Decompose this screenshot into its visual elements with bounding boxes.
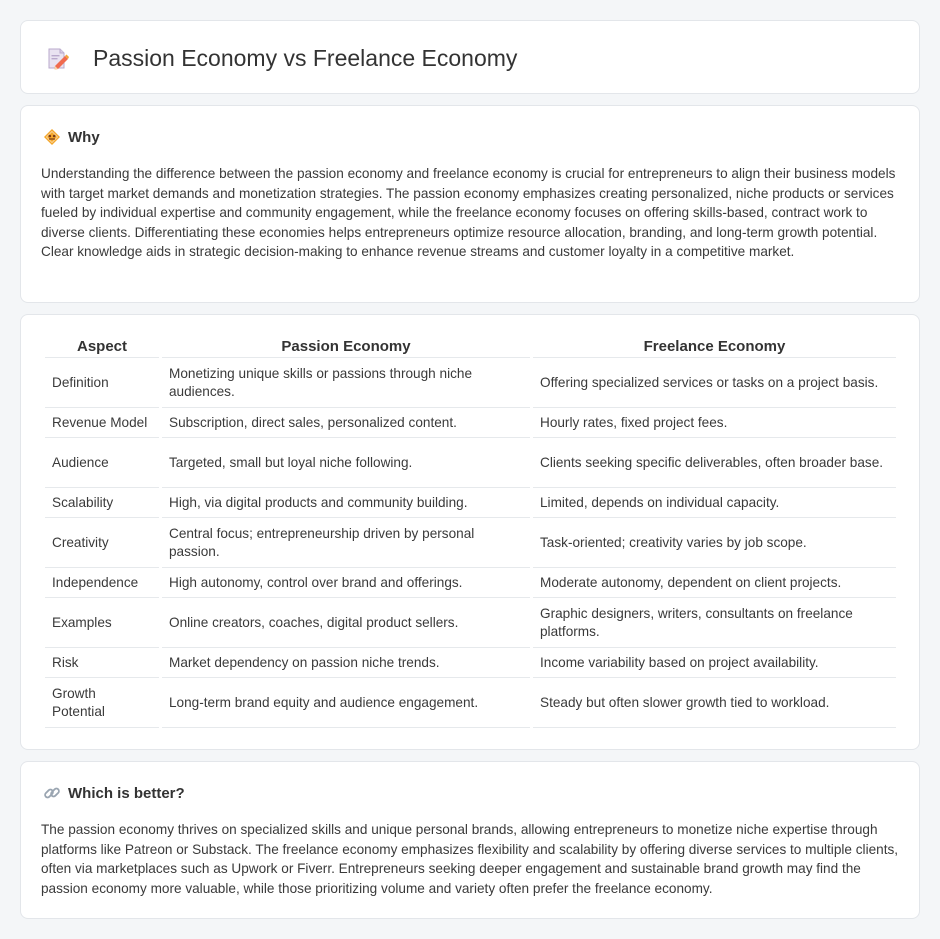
table-row xyxy=(45,598,896,648)
aspect-cell: Audience xyxy=(45,438,159,488)
which-is-better-section xyxy=(20,761,920,919)
freelance-cell: Graphic designers, writers, consultants on freelance platforms. xyxy=(533,598,896,648)
aspect-cell: Definition xyxy=(45,358,159,408)
aspect-cell: Revenue Model xyxy=(45,408,159,438)
better-heading xyxy=(43,782,185,804)
passion-cell: Market dependency on passion niche trends. xyxy=(162,648,530,678)
why-heading xyxy=(43,126,100,148)
freelance-cell: Moderate autonomy, dependent on client projects. xyxy=(533,568,896,598)
passion-cell: High, via digital products and community building. xyxy=(162,488,530,518)
passion-cell: Central focus; entrepreneurship driven by personal passion. xyxy=(162,518,530,568)
table-row xyxy=(45,678,896,728)
freelance-cell: Offering specialized services or tasks on a project basis. xyxy=(533,358,896,408)
freelance-cell: Limited, depends on individual capacity. xyxy=(533,488,896,518)
aspect-cell: Risk xyxy=(45,648,159,678)
passion-cell: Online creators, coaches, digital product sellers. xyxy=(162,598,530,648)
table-row xyxy=(45,648,896,678)
table-header-row xyxy=(45,335,896,358)
why-text: Understanding the difference between the passion economy and freelance economy is crucial for entrepreneurs to align their business models with target market demands and monetization strategies. The passion economy emphasizes creating personalized, niche products or services fueled by individual expertise and community engagement, while the freelance economy focuses on offering skills-based, contract work to diverse clients. Differentiating these economies helps entrepreneurs optimize resource allocation, branding, and long-term growth potential. Clear knowledge aids in strategic decision-making to enhance revenue streams and customer loyalty in a competitive market. xyxy=(41,166,896,259)
freelance-cell: Clients seeking specific deliverables, often broader base. xyxy=(533,438,896,488)
aspect-cell: Growth Potential xyxy=(45,678,159,728)
why-section xyxy=(20,105,920,303)
header-card xyxy=(20,20,920,94)
page-title: Passion Economy vs Freelance Economy xyxy=(93,45,518,71)
header-freelance-economy: Freelance Economy xyxy=(533,335,896,358)
freelance-cell: Task-oriented; creativity varies by job scope. xyxy=(533,518,896,568)
table-row xyxy=(45,568,896,598)
freelance-cell: Steady but often slower growth tied to workload. xyxy=(533,678,896,728)
better-title: Which is better? xyxy=(68,784,185,802)
table-row xyxy=(45,438,896,488)
diamond-sign-icon xyxy=(43,128,61,146)
why-title: Why xyxy=(68,128,100,146)
better-text: The passion economy thrives on specialized skills and unique personal brands, allowing entrepreneurs to monetize niche expertise through platforms like Patreon or Substack. The freelance economy emphasizes flexibility and scalability by offering diverse services to multiple clients, often via marketplaces such as Upwork or Fiverr. Entrepreneurs seeking deeper engagement and sustainable brand growth may find the passion economy more valuable, while those prioritizing volume and variety often prefer the freelance economy. xyxy=(41,822,899,896)
header-aspect: Aspect xyxy=(45,335,159,358)
passion-cell: Subscription, direct sales, personalized content. xyxy=(162,408,530,438)
aspect-cell: Creativity xyxy=(45,518,159,568)
comparison-table xyxy=(42,335,899,728)
freelance-cell: Income variability based on project availability. xyxy=(533,648,896,678)
aspect-cell: Scalability xyxy=(45,488,159,518)
passion-cell: Targeted, small but loyal niche following. xyxy=(162,438,530,488)
aspect-cell: Examples xyxy=(45,598,159,648)
aspect-cell: Independence xyxy=(45,568,159,598)
table-row xyxy=(45,518,896,568)
link-icon xyxy=(43,784,61,802)
header-passion-economy: Passion Economy xyxy=(162,335,530,358)
table-row xyxy=(45,408,896,438)
pencil-document-icon xyxy=(47,47,69,71)
comparison-card xyxy=(20,314,920,750)
freelance-cell: Hourly rates, fixed project fees. xyxy=(533,408,896,438)
passion-cell: High autonomy, control over brand and offerings. xyxy=(162,568,530,598)
passion-cell: Monetizing unique skills or passions through niche audiences. xyxy=(162,358,530,408)
passion-cell: Long-term brand equity and audience engagement. xyxy=(162,678,530,728)
table-row xyxy=(45,488,896,518)
table-row xyxy=(45,358,896,408)
